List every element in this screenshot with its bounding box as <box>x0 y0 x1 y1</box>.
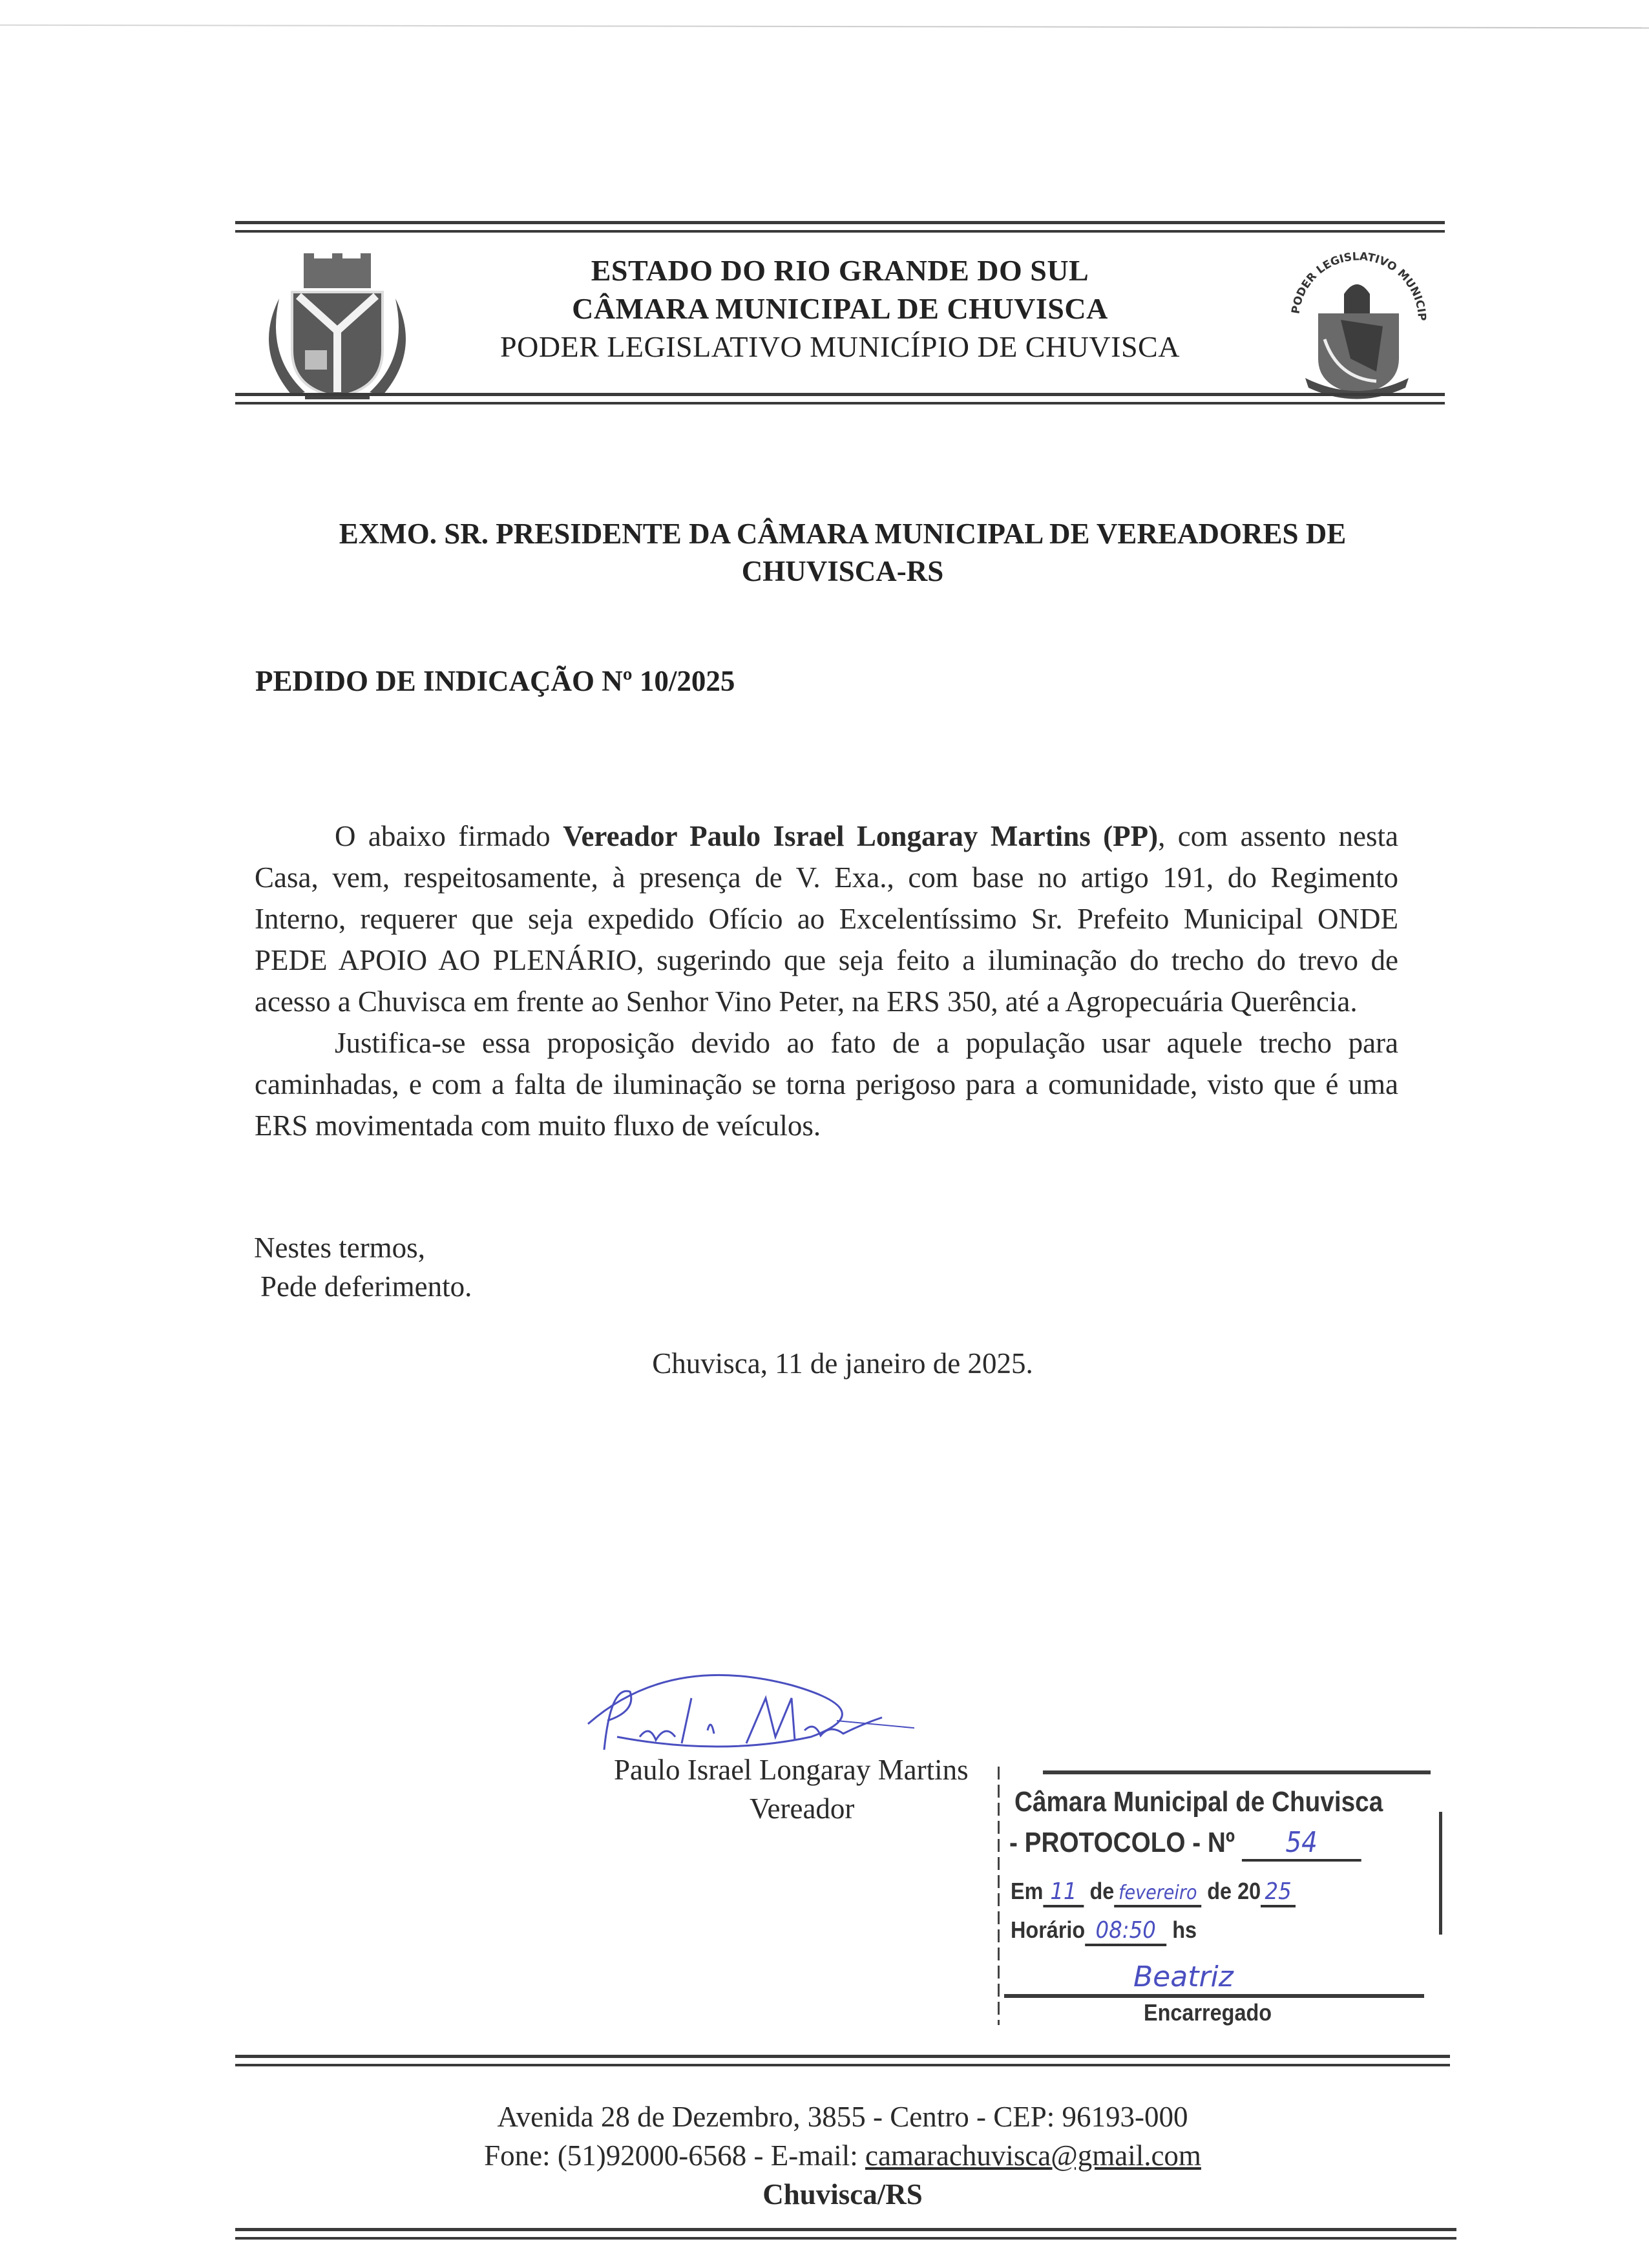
stamp-date-prefix: Em <box>1011 1878 1044 1904</box>
stamp-border <box>1439 1812 1442 1935</box>
p1-intro: O abaixo firmado <box>335 820 563 852</box>
footer-email-link[interactable]: camarachuvisca@gmail.com <box>865 2139 1201 2172</box>
document-subject: PEDIDO DE INDICAÇÃO Nº 10/2025 <box>255 665 735 697</box>
body-paragraph-1 <box>255 815 1398 1022</box>
document-body <box>255 815 1398 1146</box>
stamp-date-row <box>1011 1878 1296 1907</box>
signer-name: Paulo Israel Longaray Martins <box>614 1754 969 1786</box>
addressee-line-1: EXMO. SR. PRESIDENTE DA CÂMARA MUNICIPAL DE VEREADORES DE <box>339 518 1347 550</box>
header-chamber: CÂMARA MUNICIPAL DE CHUVISCA <box>572 292 1108 325</box>
stamp-time-row <box>1011 1916 1197 1946</box>
seal-arc-text: PODER LEGISLATIVO MUNICIP <box>1289 250 1429 320</box>
stamp-time: 08:50 <box>1095 1917 1156 1944</box>
footer-bottom-rule <box>235 2228 1456 2241</box>
header-bottom-rule <box>235 393 1445 406</box>
body-paragraph-2: Justifica-se essa proposição devido ao fato de a população usar aquele trecho para caminhadas, e com a falta de iluminação se torna perigoso para a comunidade, visto que é uma ERS movimentada com muito fluxo de veículos. <box>255 1027 1398 1142</box>
p1-councilor-name: Vereador Paulo Israel Longaray Martins (PP) <box>563 820 1159 852</box>
scan-artifact-line <box>0 25 1649 28</box>
addressee-line-2: CHUVISCA-RS <box>741 555 944 587</box>
footer-contact <box>235 2139 1450 2172</box>
legislative-seal-icon <box>1279 249 1434 404</box>
stamp-title: Câmara Municipal de Chuvisca <box>1014 1786 1383 1818</box>
footer-address: Avenida 28 de Dezembro, 3855 - Centro - CEP: 96193-000 <box>497 2101 1188 2133</box>
closing-line-1: Nestes termos, <box>254 1232 425 1264</box>
stamp-protocol-row <box>1009 1826 1361 1862</box>
stamp-month: fevereiro <box>1118 1882 1197 1904</box>
footer-phone: Fone: (51)92000-6568 - E-mail: <box>484 2139 865 2172</box>
header-top-rule <box>235 221 1445 234</box>
stamp-signature-line <box>1004 1994 1424 1998</box>
protocol-stamp <box>998 1767 1450 2038</box>
receiver-label: Encarregado <box>1144 1999 1272 2026</box>
stamp-border <box>998 1767 1000 2025</box>
stamp-year-prefix: de 20 <box>1207 1878 1261 1904</box>
stamp-de-label: de <box>1089 1878 1115 1904</box>
header-legislative: PODER LEGISLATIVO MUNICÍPIO DE CHUVISCA <box>500 330 1180 363</box>
p1-rest: , com assento nesta Casa, vem, respeitosamente, à presença de V. Exa., com base no artigo 191, do Regimento Interno, requerer que seja expedido Ofício ao Excelentíssimo Sr. Prefeito Municipal ONDE PEDE APOIO AO PLENÁRIO, sugerindo que seja feito a iluminação do trecho do trevo de acesso a Chuvisca em frente ao Senhor Vino Peter, na ERS 350, até a Agropecuária Querência. <box>255 820 1398 1018</box>
stamp-protocol-label: - PROTOCOLO - Nº <box>1009 1827 1235 1858</box>
stamp-time-label: Horário <box>1011 1916 1086 1943</box>
closing-line-2: Pede deferimento. <box>260 1270 472 1303</box>
footer-city: Chuvisca/RS <box>762 2178 923 2210</box>
stamp-day: 11 <box>1050 1878 1077 1905</box>
protocol-number: 54 <box>1285 1826 1318 1859</box>
signer-role: Vereador <box>750 1792 855 1825</box>
footer-top-rule <box>235 2055 1450 2068</box>
receiver-signature: Beatriz <box>1133 1960 1234 1993</box>
date-line: Chuvisca, 11 de janeiro de 2025. <box>652 1347 1033 1380</box>
stamp-border <box>1043 1770 1431 1774</box>
stamp-time-suffix: hs <box>1172 1916 1197 1943</box>
stamp-year: 25 <box>1265 1878 1292 1905</box>
header-state: ESTADO DO RIO GRANDE DO SUL <box>591 254 1089 287</box>
handwritten-signature <box>578 1659 914 1756</box>
